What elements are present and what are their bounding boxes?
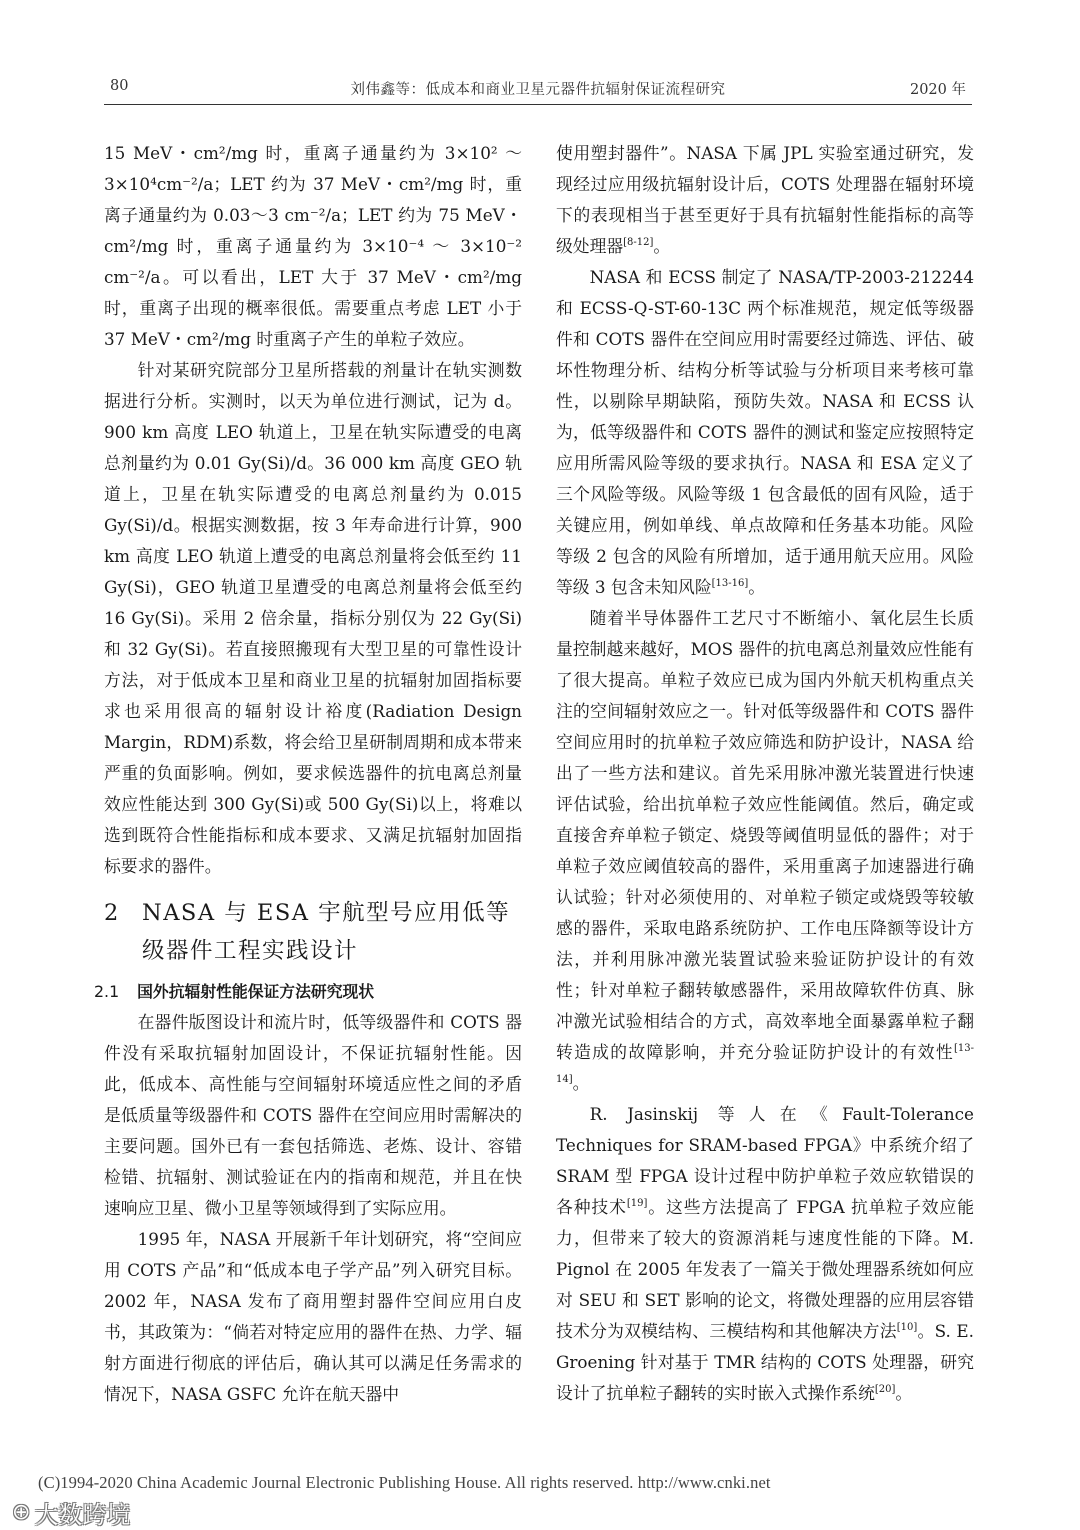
header-year: 2020 年 — [909, 82, 966, 98]
paragraph-nasa-1995: 1995 年，NASA 开展新千年计划研究，将“空间应用 COTS 产品”和“低成本电子学产品”列入研究目标。2002 年，NASA 发布了商用塑封器件空间应用白皮书，其政策为：“倘若对特定应用的器件在热、力学、辐射方面进行彻底的评估后，确认其可以满足任务需求的情况下，NASA GSFC 允许在航天器中 — [104, 1229, 522, 1404]
left-column — [94, 138, 522, 1410]
paragraph-foreign-methods: 在器件版图设计和流片时，低等级器件和 COTS 器件没有采取抗辐射加固设计，不保证抗辐射性能。因此，低成本、高性能与空间辐射环境适应性之间的矛盾是低质量等级器件和 COTS 器件在空间应用时需解决的主要问题。国外已有一套包括筛选、老炼、设计、容错检错、抗辐射、测试验证在内的指南和规范，并且在快速响应卫星、微小卫星等领域得到了实际应用。 — [104, 1012, 522, 1218]
right-column — [556, 138, 974, 1409]
section-title: NASA 与 ESA 宇航型号应用低等级器件工程实践设计 — [142, 900, 511, 964]
subsection-number: 2.1 — [94, 982, 120, 1001]
paragraph-single-event: 随着半导体器件工艺尺寸不断缩小、氧化层生长质量控制越来越好，MOS 器件的抗电离总剂量效应性能有了很大提高。单粒子效应已成为国内外航天机构重点关注的空间辐射效应之一。针对低等级器件和 COTS 器件空间应用时的抗单粒子效应筛选和防护设计，NASA 给出了一些方法和建议。首先采用脉冲激光装置进行快速评估试验，给出抗单粒子效应性能阈值。然后，确定或直接舍弃单粒子锁定、烧毁等阈值明显低的器件；对于单粒子效应阈值较高的器件，采用重离子加速器进行确认试验；针对必须使用的、对单粒子锁定或烧毁等较敏感的器件，采取电路系统防护、工作电压降额等设计方法，并利用脉冲激光装置试验来验证防护设计的有效性；针对单粒子翻转敏感器件，采用故障软件仿真、脉冲激光试验相结合的方式，高效率地全面暴露单粒子翻转造成的故障影响，并充分验证防护设计的有效性[13-14]。 — [556, 608, 974, 1093]
subsection-title: 国外抗辐射性能保证方法研究现状 — [137, 982, 375, 1001]
paragraph-standards: NASA 和 ECSS 制定了 NASA/TP-2003-212244 和 ECSS-Q-ST-60-13C 两个标准规范，规定低等级器件和 COTS 器件在空间应用时需要经过筛选、评估、破坏性物理分析、结构分析等试验与分析项目来考核可靠性，以剔除早期缺陷，预防失效。NASA 和 ECSS 认为，低等级器件和 COTS 器件的测试和鉴定应按照特定应用所需风险等级的要求执行。NASA 和 ESA 定义了三个风险等级。风险等级 1 包含最低的固有风险，适于关键应用，例如单线、单点故障和任务基本功能。风险等级 2 包含的风险有所增加，适于通用航天应用。风险等级 3 包含未知风险[13-16]。 — [556, 267, 974, 597]
watermark — [12, 1495, 130, 1530]
subsection-heading — [94, 976, 522, 1007]
citation: [20] — [874, 1384, 896, 1395]
section-number: 2 — [104, 900, 120, 926]
citation: [8-12] — [623, 237, 654, 248]
citation: [10] — [896, 1322, 918, 1333]
watermark-logo-icon: ⊕ — [12, 1500, 31, 1525]
paragraph-dosimeter-analysis: 针对某研究院部分卫星所搭载的剂量计在轨实测数据进行分析。实测时，以天为单位进行测试，记为 d。900 km 高度 LEO 轨道上，卫星在轨实际遭受的电离总剂量约为 0.01 Gy(Si)/d。36 000 km 高度 GEO 轨道上，卫星在轨实际遭受的电离总剂量约为 0.015 Gy(Si)/d。根据实测数据，按 3 年寿命进行计算，900 km 高度 LEO 轨道上遭受的电离总剂量将会低至约 11 Gy(Si)，GEO 轨道卫星遭受的电离总剂量将会低至约 16 Gy(Si)。采用 2 倍余量，指标分别仅为 22 Gy(Si)和 32 Gy(Si)。若直接照搬现有大型卫星的可靠性设计方法，对于低成本卫星和商业卫星的抗辐射加固指标要求也采用很高的辐射设计裕度(Radiation Design Margin，RDM)系数，将会给卫星研制周期和成本带来严重的负面影响。例如，要求候选器件的抗电离总剂量效应性能达到 300 Gy(Si)或 500 Gy(Si)以上，将难以选到既符合性能指标和成本要求、又满足抗辐射加固指标要求的器件。 — [104, 360, 522, 876]
paragraph-let-flux: 15 MeV・cm²/mg 时，重离子通量约为 3×10² ～ 3×10⁴cm⁻²/a；LET 约为 37 MeV・cm²/mg 时，重离子通量约为 0.03～3 cm⁻²/a；LET 约为 75 MeV・cm²/mg 时，重离子通量约为 3×10⁻⁴ ～ 3×10⁻² cm⁻²/a。可以看出，LET 大于 37 MeV・cm²/mg 时，重离子出现的概率很低。需要重点考虑 LET 小于 37 MeV・cm²/mg 时重离子产生的单粒子效应。 — [104, 143, 522, 349]
running-title: 刘伟鑫等：低成本和商业卫星元器件抗辐射保证流程研究 — [350, 82, 726, 98]
watermark-text: 大数跨境 — [34, 1501, 131, 1529]
paragraph-jpl: 使用塑封器件”。NASA 下属 JPL 实验室通过研究，发现经过应用级抗辐射设计后，COTS 处理器在辐射环境下的表现相当于甚至更好于具有抗辐射性能指标的高等级处理器[8-12]。 — [556, 143, 974, 256]
citation: [19] — [626, 1198, 648, 1209]
citation: [13-16] — [711, 578, 749, 589]
section-heading — [104, 894, 522, 970]
citation: [13-14] — [556, 1043, 974, 1085]
header-rule — [104, 104, 972, 105]
paragraph-fpga-techniques: R. Jasinskij 等人在《Fault-Tolerance Techniques for SRAM-based FPGA》中系统介绍了 SRAM 型 FPGA 设计过程中防护单粒子效应软错误的各种技术[19]。这些方法提高了 FPGA 抗单粒子效应能力，但带来了较大的资源消耗与速度性能的下降。M. Pignol 在 2005 年发表了一篇关于微处理器系统如何应对 SEU 和 SET 影响的论文，将微处理器的应用层容错技术分为双模结构、三模结构和其他解决方法[10]。S. E. Groening 针对基于 TMR 结构的 COTS 处理器，研究设计了抗单粒子翻转的实时嵌入式操作系统[20]。 — [556, 1104, 974, 1403]
page-number: 80 — [110, 78, 129, 94]
copyright-footer: (C)1994-2020 China Academic Journal Electronic Publishing House. All rights reserved. http://www.cnki.net — [38, 1473, 771, 1492]
